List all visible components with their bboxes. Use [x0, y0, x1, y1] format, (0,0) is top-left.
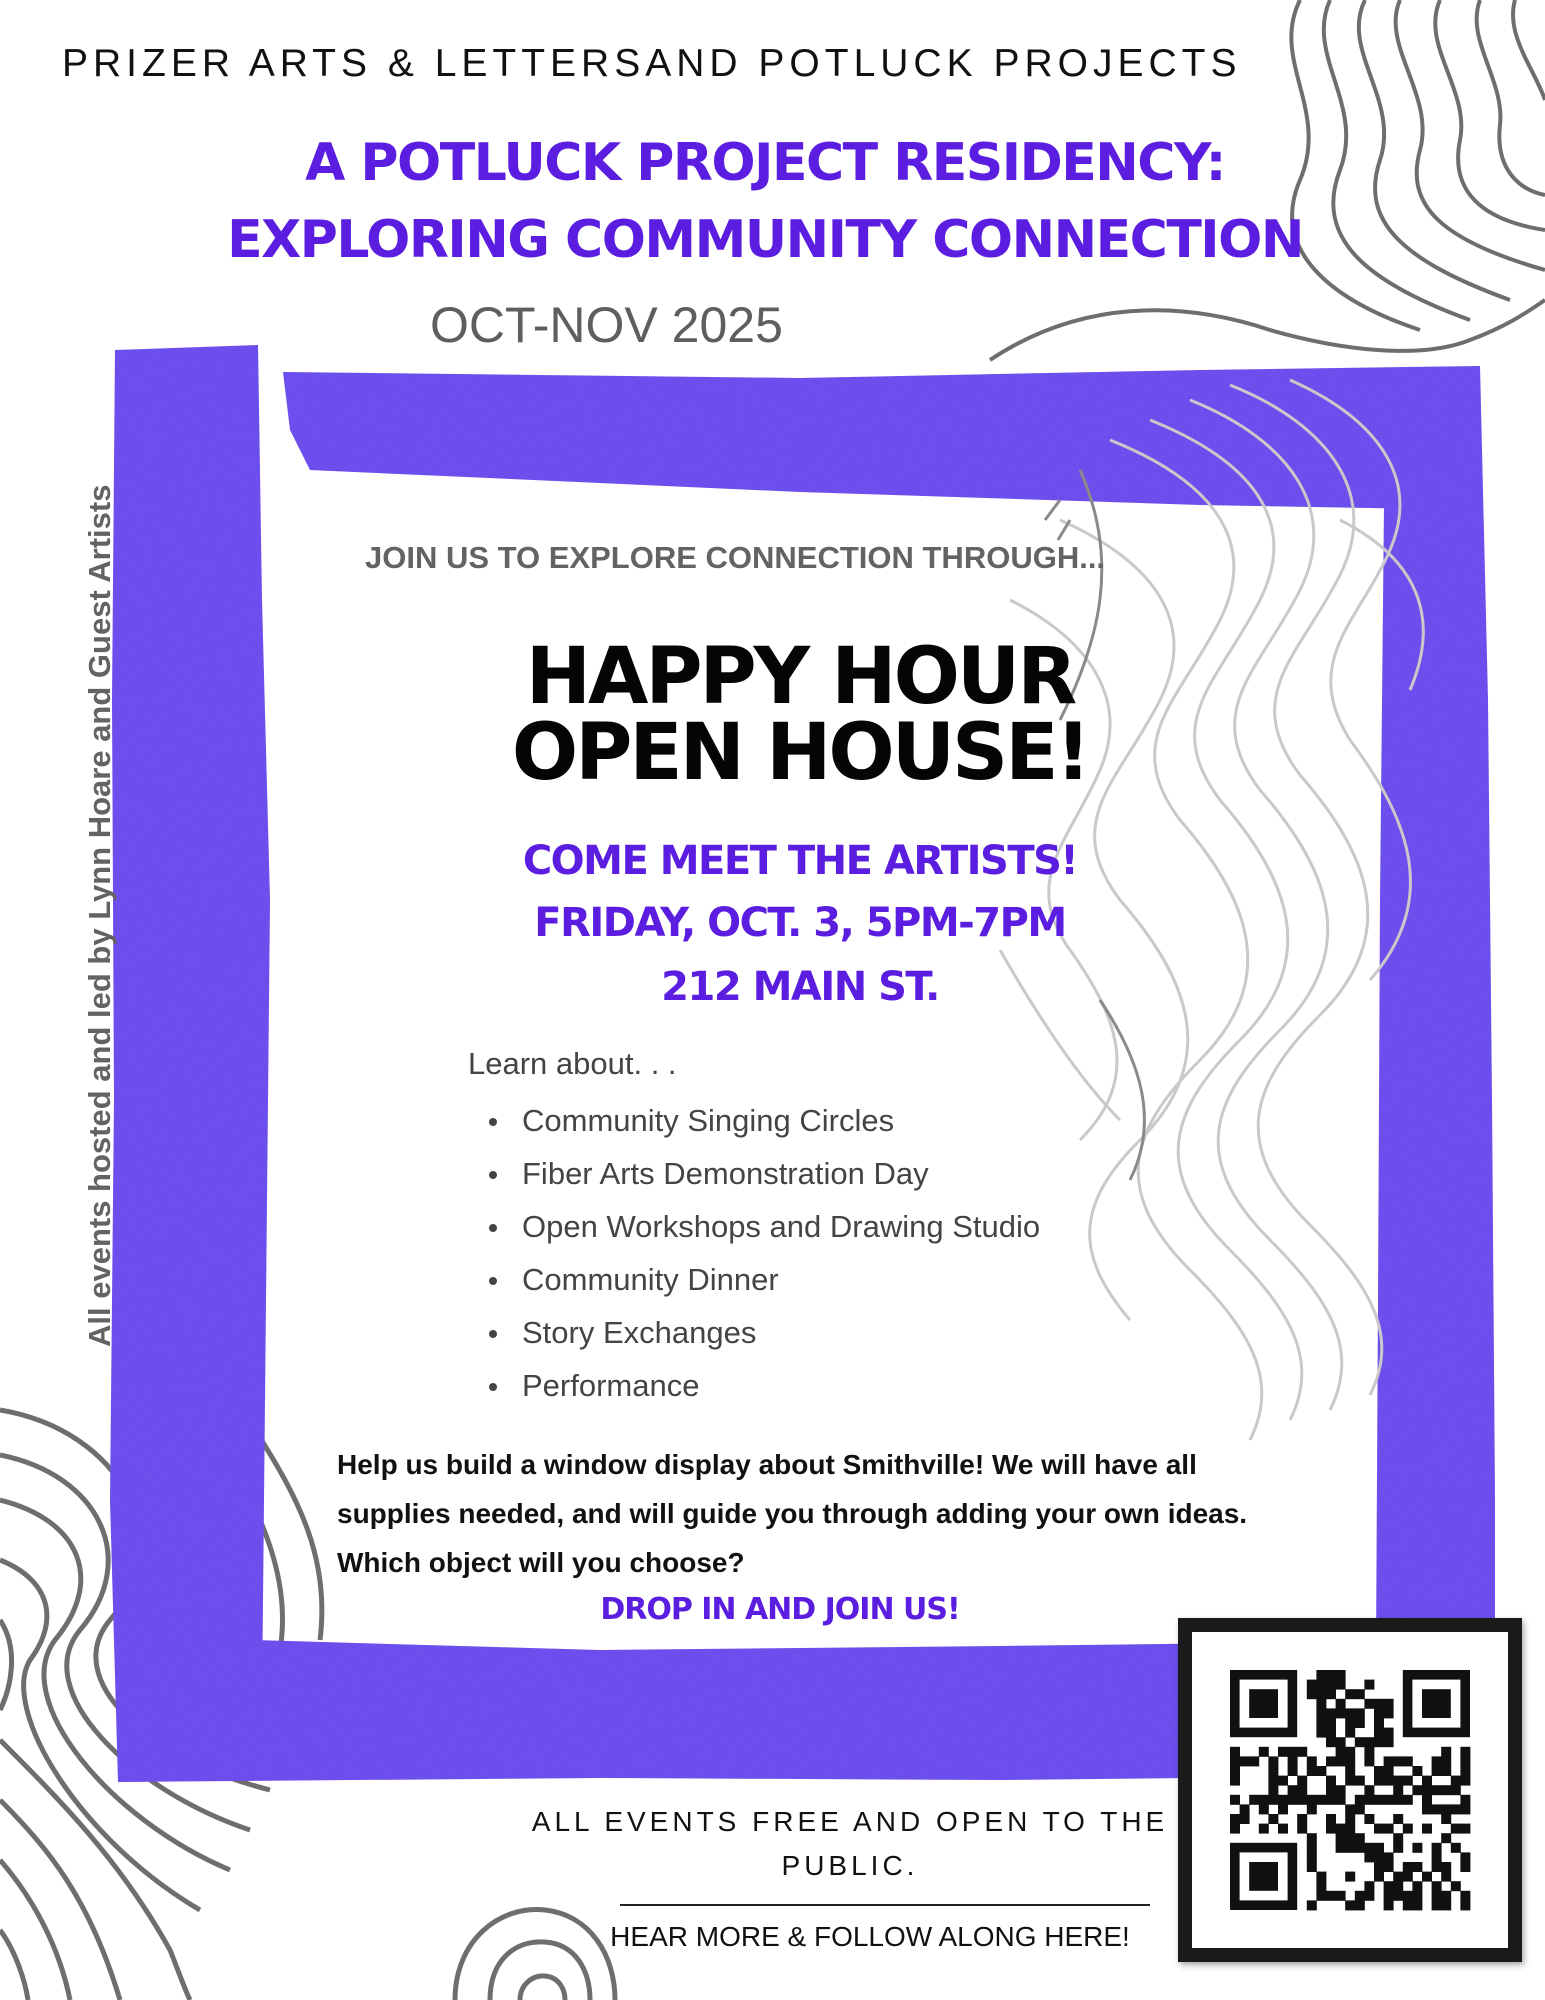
list-item: Performance — [486, 1359, 1040, 1412]
window-display-description: Help us build a window display about Smithville! We will have all supplies needed, and will guide you through adding your own ideas. Which object will you choose? — [337, 1449, 1248, 1578]
hosts-side-note: All events hosted and led by Lynn Hoare and Guest Artists — [82, 484, 117, 1347]
residency-dates: OCT-NOV 2025 — [430, 297, 783, 353]
qr-code-icon[interactable] — [1192, 1632, 1508, 1948]
divider — [620, 1904, 1150, 1906]
list-item: Community Singing Circles — [486, 1094, 1040, 1147]
headline-line-2: OPEN HOUSE! — [511, 708, 1089, 798]
learn-about-label: Learn about. . . — [468, 1046, 677, 1081]
residency-title-line-2: EXPLORING COMMUNITY CONNECTION — [227, 210, 1303, 270]
list-item: Story Exchanges — [486, 1306, 1040, 1359]
drop-in-cta: DROP IN AND JOIN US! — [600, 1592, 960, 1627]
list-item: Fiber Arts Demonstration Day — [486, 1147, 1040, 1200]
free-notice: ALL EVENTS FREE AND OPEN TO THE PUBLIC. — [531, 1806, 1169, 1881]
residency-title-line-1: A POTLUCK PROJECT RESIDENCY: — [305, 133, 1225, 193]
follow-along-link[interactable]: HEAR MORE & FOLLOW ALONG HERE! — [610, 1921, 1130, 1952]
event-date-time: FRIDAY, OCT. 3, 5PM-7PM — [534, 900, 1066, 946]
list-item: Community Dinner — [486, 1253, 1040, 1306]
event-address: 212 MAIN ST. — [661, 964, 939, 1010]
qr-code-frame[interactable] — [1178, 1618, 1522, 1962]
intro-line: JOIN US TO EXPLORE CONNECTION THROUGH... — [365, 540, 1106, 575]
meet-the-artists: COME MEET THE ARTISTS! — [522, 838, 1078, 884]
list-item: Open Workshops and Drawing Studio — [486, 1200, 1040, 1253]
topics-list — [486, 1094, 1040, 1412]
organizers-line: PRIZER ARTS & LETTERSAND POTLUCK PROJECTS — [62, 42, 1242, 85]
headline-line-1: HAPPY HOUR — [525, 632, 1075, 722]
